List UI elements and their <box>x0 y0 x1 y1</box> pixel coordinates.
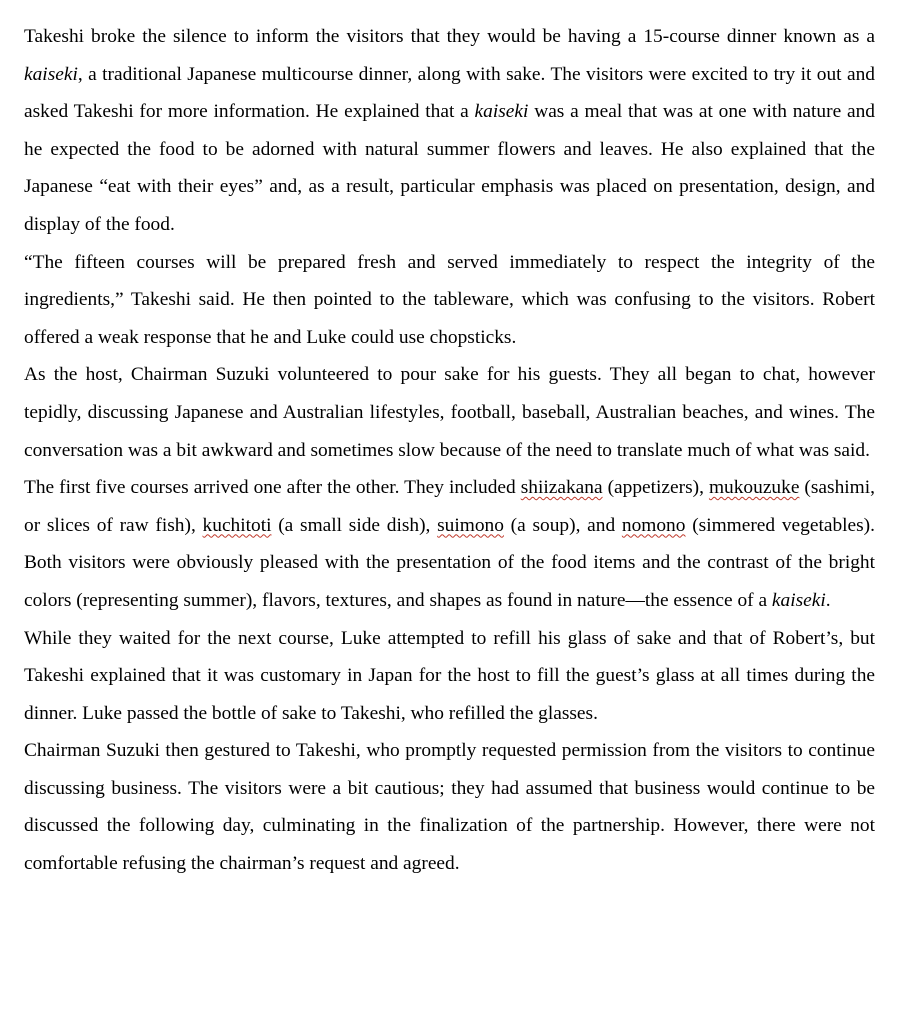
paragraph-5 <box>24 620 875 733</box>
spellcheck-term: suimono <box>437 514 504 536</box>
paragraph-text: Chairman Suzuki then gestured to Takeshi, who promptly requested permission from the visitors to continue discussing business. The visitors were a bit cautious; they had assumed that business would continue to be discussed the following day, culminating in the finalization of the partnership. However, there were not comfortable refusing the chairman’s request and agreed. <box>24 740 875 875</box>
paragraph-6 <box>24 732 875 882</box>
paragraph-text: , a traditional Japanese multicourse dinner, along with sake. The visitors were excited to try it out and asked Takeshi for more information. He explained that a <box>24 63 875 123</box>
paragraph-text: (appetizers), <box>602 477 709 499</box>
spellcheck-term: shiizakana <box>520 477 603 499</box>
paragraph-text: . <box>825 589 831 611</box>
paragraph-text: As the host, Chairman Suzuki volunteered to pour sake for his guests. They all began to chat, however tepidly, discussing Japanese and Australian lifestyles, football, baseball, Australian beaches, and wines. The conversation was a bit awkward and sometimes slow because of the need to translate much of what was said. <box>24 364 875 461</box>
paragraph-4 <box>24 469 875 619</box>
emphasis-term: kaiseki <box>474 101 529 123</box>
paragraph-text: The first five courses arrived one after the other. They included <box>24 477 521 499</box>
spellcheck-term: nomono <box>621 514 686 536</box>
paragraph-text: “The fifteen courses will be prepared fresh and served immediately to respect the integrity of the ingredients,” Takeshi said. He then pointed to the tableware, which was confusing to the visitors. Robert offered a weak response that he and Luke could use chopsticks. <box>24 251 875 348</box>
paragraph-text: While they waited for the next course, Luke attempted to refill his glass of sake and that of Robert’s, but Takeshi explained that it was customary in Japan for the host to fill the guest’s glass at all times during the dinner. Luke passed the bottle of sake to Takeshi, who refilled the glasses. <box>24 627 875 724</box>
paragraph-text: (sashimi, or slices of raw fish), <box>24 477 875 536</box>
paragraph-text: (a small side dish), <box>271 514 438 536</box>
spellcheck-term: kuchitoti <box>202 514 272 536</box>
paragraph-text: Takeshi broke the silence to inform the visitors that they would be having a 15-course dinner known as a <box>24 26 875 47</box>
spellcheck-term: mukouzuke <box>708 477 800 499</box>
paragraph-text: (a soup), and <box>503 514 622 536</box>
paragraph-3 <box>24 356 875 469</box>
paragraph-text: (simmered vegetables). Both visitors were obviously pleased with the presentation of the food items and the contrast of the bright colors (representing summer), flavors, textures, and shapes as found in nature—the essence of a <box>24 514 875 611</box>
document-body <box>24 18 875 883</box>
paragraph-text: was a meal that was at one with nature and he expected the food to be adorned with natural summer flowers and leaves. He also explained that the Japanese “eat with their eyes” and, as a result, particular emphasis was placed on presentation, design, and display of the food. <box>24 101 875 235</box>
paragraph-1 <box>24 18 875 244</box>
paragraph-2 <box>24 244 875 357</box>
emphasis-term: kaiseki <box>771 589 826 611</box>
emphasis-term: kaiseki <box>24 63 78 85</box>
